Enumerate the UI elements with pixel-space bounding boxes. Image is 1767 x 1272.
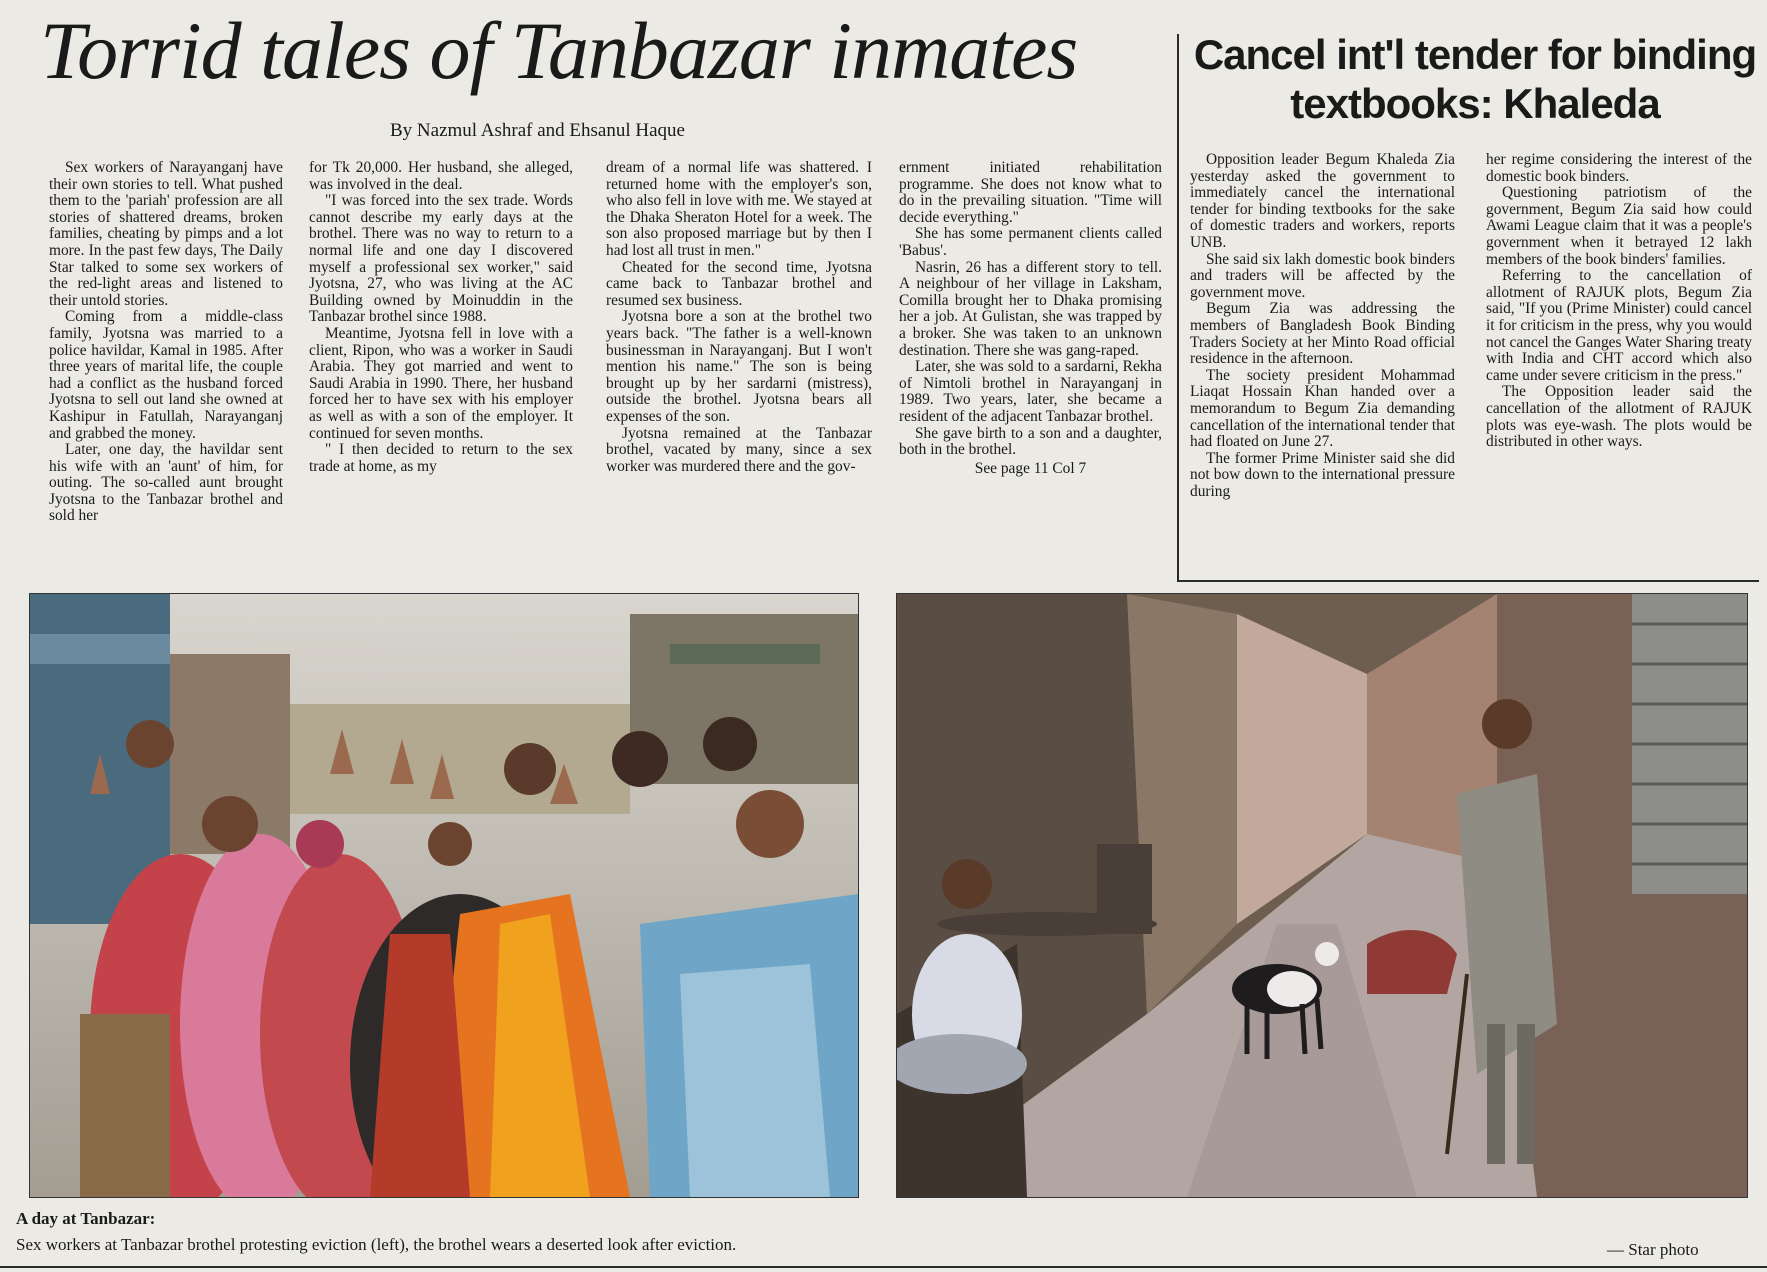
photo-caption-title: A day at Tanbazar: [16, 1209, 156, 1228]
paragraph: Later, she was sold to a sardarni, Rekha of Nimtoli brothel in Narayanganj in 1989. Two years, later, she became a resident of the adjacent Tanbazar brothel. [899, 358, 1162, 425]
paragraph: Later, one day, the havildar sent his wife with an 'aunt' of him, for outing. The so-called aunt brought Jyotsna to the Tanbazar brothel and sold her [49, 441, 283, 525]
paragraph: The society president Mohammad Liaqat Hossain Khan handed over a memorandum to Begum Zia demanding cancellation of the international tender that had floated on June 27. [1190, 366, 1455, 451]
byline: By Nazmul Ashraf and Ehsanul Haque [390, 120, 685, 141]
main-story-column-4 [899, 160, 1162, 477]
protest-photo-image [30, 594, 858, 1197]
page-bottom-rule [0, 1266, 1767, 1268]
side-headline: Cancel int'l tender for binding textbooks: Khaleda [1193, 31, 1757, 127]
photo-caption: Sex workers at Tanbazar brothel protesting eviction (left), the brothel wears a deserted look after eviction. [16, 1235, 737, 1254]
paragraph: Cheated for the second time, Jyotsna came back to Tanbazar brothel and resumed sex business. [606, 258, 872, 309]
paragraph: Jyotsna remained at the Tanbazar brothel, vacated by many, since a sex worker was murdered there and the gov- [606, 424, 872, 475]
paragraph: her regime considering the interest of the domestic book binders. [1486, 151, 1752, 185]
paragraph: Meantime, Jyotsna fell in love with a client, Ripon, who was a worker in Saudi Arabia. They got married and went to Saudi Arabia in 1990. There, her husband forced her to have sex with his employer as well as with a son of the employer. It continued for seven months. [309, 324, 573, 442]
photo-credit: — Star photo [1607, 1240, 1699, 1259]
paragraph: Nasrin, 26 has a different story to tell. A neighbour of her village in Laksham, Comilla brought her to Dhaka promising her a job. At Gulistan, she was trapped by a broker. She was taken to an unknown destination. There she was gang-raped. [899, 258, 1162, 359]
main-story-column-2 [309, 160, 573, 475]
main-headline: Torrid tales of Tanbazar inmates [40, 5, 1078, 96]
paragraph: dream of a normal life was shattered. I returned home with the employer's son, who also fell in love with me. We stayed at the Dhaka Sheraton Hotel for a week. The son also proposed marriage but by then I had lost all trust in men." [606, 159, 872, 259]
paragraph: ernment initiated rehabilitation programme. She does not know what to do in the prevailing situation. "Time will decide everything." [899, 159, 1162, 226]
paragraph: She has some permanent clients called 'Babus'. [899, 225, 1162, 259]
column-divider [1177, 34, 1179, 582]
paragraph: Begum Zia was addressing the members of Bangladesh Book Binding Traders Society at her Minto Road official residence in the afternoon. [1190, 300, 1455, 368]
jump-line: See page 11 Col 7 [974, 459, 1087, 477]
paragraph: Questioning patriotism of the government, Begum Zia said how could Awami League claim that it was a people's government when it betrayed 12 lakh members of the book binders' families. [1486, 184, 1752, 268]
main-story-column-1 [49, 160, 283, 525]
deserted-lane-photo [896, 593, 1748, 1198]
paragraph: She said six lakh domestic book binders and traders will be affected by the government move. [1190, 250, 1455, 301]
paragraph: The former Prime Minister said she did not bow down to the international pressure during [1190, 449, 1455, 500]
main-story-column-3 [606, 160, 872, 475]
protest-photo [29, 593, 859, 1198]
paragraph: Referring to the cancellation of allotment of RAJUK plots, Begum Zia said, "If you (Prime Minister) could cancel it for criticism in the press, why you would not cancel the Ganges Water Sharing treaty with India and CHT accord which also came under severe criticism in the press." [1486, 267, 1752, 384]
side-story-bottom-rule [1177, 580, 1759, 582]
paragraph: for Tk 20,000. Her husband, she alleged, was involved in the deal. [309, 159, 573, 193]
side-story-column-2 [1486, 152, 1752, 451]
paragraph: She gave birth to a son and a daughter, both in the brothel. [899, 424, 1162, 459]
deserted-lane-photo-image [897, 594, 1747, 1197]
paragraph: Jyotsna bore a son at the brothel two years back. "The father is a well-known businessman in Narayanganj. But I won't mention his name." The son is being brought up by her sardarni (mistress), outside the brothel. Jyotsna bears all expenses of the son. [606, 308, 872, 425]
paragraph: Opposition leader Begum Khaleda Zia yesterday asked the government to immediately cancel the international tender for binding textbooks for the sake of domestic traders and workers, reports UNB. [1190, 151, 1455, 251]
side-story-column-1 [1190, 152, 1455, 500]
paragraph: "I was forced into the sex trade. Words cannot describe my early days at the brothel. There was no way to return to a normal life and one day I discovered myself a professional sex worker," said Jyotsna, 27, who was living at the AC Building owned by Moinuddin in the Tanbazar brothel since 1988. [309, 192, 573, 326]
paragraph: Sex workers of Narayanganj have their own stories to tell. What pushed them to the 'pariah' profession are all stories of shattered dreams, broken families, cheating by pimps and a lot more. In the past few days, The Daily Star talked to some sex workers of the red-light areas and listened to their untold stories. [49, 159, 283, 309]
paragraph: Coming from a middle-class family, Jyotsna was married to a police havildar, Kamal in 1985. After three years of marital life, the couple had a conflict as the husband forced Jyotsna to sell out land she owned at Kashipur in Fatullah, Narayanganj and grabbed the money. [49, 308, 283, 442]
paragraph: " I then decided to return to the sex trade at home, as my [309, 441, 573, 475]
paragraph: The Opposition leader said the cancellation of the allotment of RAJUK plots was eye-wash. The plots would be distributed in other ways. [1486, 383, 1752, 451]
